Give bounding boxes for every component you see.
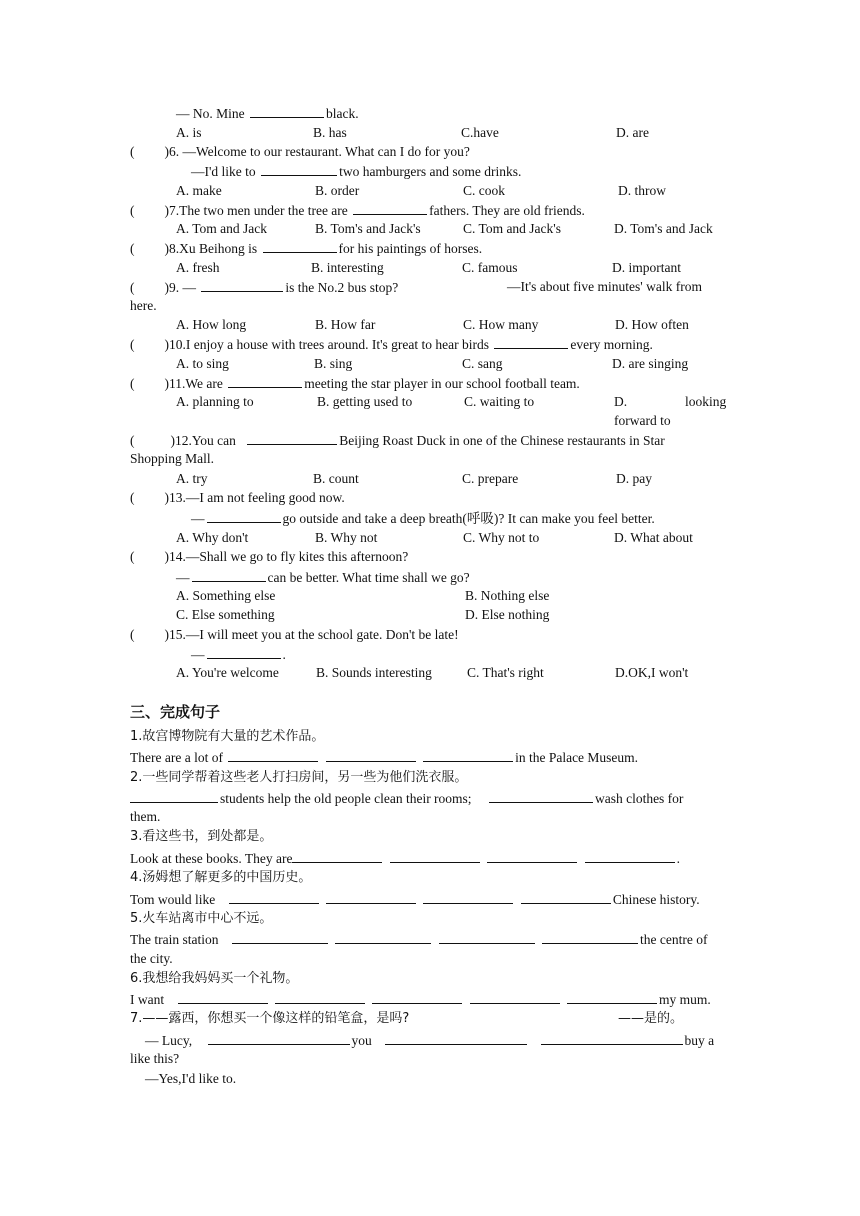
q11-option-d-word: looking <box>685 394 727 409</box>
s5-blank-2[interactable] <box>335 931 431 944</box>
q13-line2: — go outside and take a deep breath(呼吸)? It can make you feel better. <box>191 511 655 526</box>
s2-blank-2[interactable] <box>489 790 593 803</box>
s6-blank-4[interactable] <box>470 991 560 1004</box>
q12-stem: ( )12.You can Beijing Roast Duck in one of the Chinese restaurants in Star <box>130 433 665 448</box>
q15-stem: ( )15.—I will meet you at the school gate. Don't be late! <box>130 627 459 642</box>
q8-stem: ( )8.Xu Beihong is for his paintings of horses. <box>130 241 483 256</box>
s3-chinese: 3.看这些书，到处都是。 <box>130 829 273 844</box>
q13-blank[interactable] <box>207 510 281 523</box>
q9-option-b: B. How far <box>315 317 376 332</box>
s5-continuation: the city. <box>130 951 173 966</box>
s7-answer: —Yes,I'd like to. <box>145 1071 237 1086</box>
q15-blank[interactable] <box>207 646 281 659</box>
s5-blank-1[interactable] <box>232 931 328 944</box>
s7-blank-1[interactable] <box>208 1032 350 1045</box>
q15-option-c: C. That's right <box>467 665 544 680</box>
s6-blank-5[interactable] <box>567 991 657 1004</box>
s3-blank-2[interactable] <box>390 850 480 863</box>
q7-blank[interactable] <box>353 202 427 215</box>
q12-option-d: D. pay <box>616 471 652 486</box>
q8-option-b: B. interesting <box>311 260 384 275</box>
q7-stem: ( )7.The two men under the tree are fathers. They are old friends. <box>130 203 585 218</box>
q5-option-d: D. are <box>616 125 649 140</box>
s7-blank-2[interactable] <box>385 1032 527 1045</box>
q10-blank[interactable] <box>494 336 568 349</box>
q11-blank[interactable] <box>228 375 302 388</box>
s7-continuation: like this? <box>130 1051 180 1066</box>
q10-option-a: A. to sing <box>176 356 229 371</box>
q10-stem: ( )10.I enjoy a house with trees around. It's great to hear birds every morning. <box>130 337 653 352</box>
q10-option-b: B. sing <box>314 356 353 371</box>
s2-english: students help the old people clean their rooms; wash clothes for <box>130 790 683 807</box>
q6-option-b: B. order <box>315 183 360 198</box>
q14-option-a: A. Something else <box>176 588 276 603</box>
q15-option-d: D.OK,I won't <box>615 665 689 680</box>
s5-blank-3[interactable] <box>439 931 535 944</box>
q6-option-d: D. throw <box>618 183 666 198</box>
q12-option-b: B. count <box>313 471 359 486</box>
s6-english: I want my mum. <box>130 992 711 1007</box>
s2-continuation: them. <box>130 809 161 824</box>
s5-english: The train station the centre of <box>130 932 708 947</box>
q9-blank[interactable] <box>201 279 283 292</box>
q8-option-c: C. famous <box>462 260 518 275</box>
section3-heading: 三、完成句子 <box>130 703 221 721</box>
s7-blank-3[interactable] <box>541 1032 683 1045</box>
q13-option-c: C. Why not to <box>463 530 540 545</box>
q13-option-a: A. Why don't <box>176 530 249 545</box>
q6-blank[interactable] <box>261 163 337 176</box>
q7-option-c: C. Tom and Jack's <box>463 221 561 236</box>
s7-chinese: 7.——露西，你想买一个像这样的铅笔盒，是吗? <box>130 1011 410 1026</box>
q13-stem: ( )13.—I am not feeling good now. <box>130 490 345 505</box>
q11-option-a: A. planning to <box>176 394 254 409</box>
q14-blank[interactable] <box>192 569 266 582</box>
q11-option-d-cont: forward to <box>614 413 671 428</box>
q9-option-c: C. How many <box>463 317 539 332</box>
s7-english: — Lucy, you buy a <box>145 1033 715 1048</box>
q12-option-c: C. prepare <box>462 471 519 486</box>
s4-blank-3[interactable] <box>423 891 513 904</box>
s3-english: Look at these books. They are . <box>130 851 680 866</box>
q8-blank[interactable] <box>263 240 337 253</box>
s4-blank-1[interactable] <box>229 891 319 904</box>
s3-blank-4[interactable] <box>585 850 675 863</box>
q8-option-a: A. fresh <box>176 260 220 275</box>
q6-line2: —I'd like to two hamburgers and some drinks. <box>191 164 522 179</box>
s1-blank-1[interactable] <box>228 749 318 762</box>
s4-chinese: 4.汤姆想了解更多的中国历史。 <box>130 870 312 885</box>
q15-option-a: A. You're welcome <box>176 665 279 680</box>
s2-chinese: 2.一些同学帮着这些老人打扫房间，另一些为他们洗衣服。 <box>130 770 468 785</box>
q9-continuation: here. <box>130 298 157 313</box>
q9-answer-text: —It's about five minutes' walk from <box>507 279 702 294</box>
q9-option-d: D. How often <box>615 317 689 332</box>
q9-stem: ( )9. — is the No.2 bus stop? <box>130 280 399 295</box>
q12-blank[interactable] <box>247 432 337 445</box>
q14-stem: ( )14.—Shall we go to fly kites this afternoon? <box>130 549 409 564</box>
s3-blank-1[interactable] <box>292 850 382 863</box>
q7-option-d: D. Tom's and Jack <box>614 221 713 236</box>
s1-blank-2[interactable] <box>326 749 416 762</box>
s7-chinese-answer: ——是的。 <box>618 1011 684 1026</box>
s1-blank-3[interactable] <box>423 749 513 762</box>
q5-answer-line: — No. Mine black. <box>176 106 359 121</box>
s5-chinese: 5.火车站离市中心不远。 <box>130 911 273 926</box>
q13-option-d: D. What about <box>614 530 693 545</box>
q13-option-b: B. Why not <box>315 530 378 545</box>
q11-option-b: B. getting used to <box>317 394 413 409</box>
q12-continuation: Shopping Mall. <box>130 451 215 466</box>
q5-option-b: B. has <box>313 125 347 140</box>
q15-option-b: B. Sounds interesting <box>316 665 432 680</box>
s5-blank-4[interactable] <box>542 931 638 944</box>
q11-stem: ( )11.We are meeting the star player in our school football team. <box>130 376 580 391</box>
s4-blank-4[interactable] <box>521 891 611 904</box>
q5-blank[interactable] <box>250 105 324 118</box>
q9-option-a: A. How long <box>176 317 247 332</box>
q14-line2: — can be better. What time shall we go? <box>176 570 470 585</box>
q12-option-a: A. try <box>176 471 208 486</box>
s1-english: There are a lot of in the Palace Museum. <box>130 750 639 765</box>
q6-option-c: C. cook <box>463 183 505 198</box>
q15-line2: — . <box>191 647 286 662</box>
q7-option-a: A. Tom and Jack <box>176 221 268 236</box>
q6-stem: ( )6. —Welcome to our restaurant. What can I do for you? <box>130 144 470 159</box>
q6-option-a: A. make <box>176 183 222 198</box>
q5-option-c: C.have <box>461 125 499 140</box>
q14-option-d: D. Else nothing <box>465 607 550 622</box>
q10-option-d: D. are singing <box>612 356 689 371</box>
s3-blank-3[interactable] <box>487 850 577 863</box>
s6-chinese: 6.我想给我妈妈买一个礼物。 <box>130 971 299 986</box>
q11-option-c: C. waiting to <box>464 394 535 409</box>
q10-option-c: C. sang <box>462 356 503 371</box>
s4-blank-2[interactable] <box>326 891 416 904</box>
s6-blank-1[interactable] <box>178 991 268 1004</box>
q14-option-b: B. Nothing else <box>465 588 550 603</box>
q5-option-a: A. is <box>176 125 202 140</box>
s1-chinese: 1.故宫博物院有大量的艺术作品。 <box>130 729 325 744</box>
q14-option-c: C. Else something <box>176 607 275 622</box>
s4-english: Tom would like Chinese history. <box>130 892 700 907</box>
s6-blank-2[interactable] <box>275 991 365 1004</box>
s2-blank-1[interactable] <box>130 790 218 803</box>
q7-option-b: B. Tom's and Jack's <box>315 221 421 236</box>
q11-option-d: D. <box>614 394 628 409</box>
q8-option-d: D. important <box>612 260 681 275</box>
s6-blank-3[interactable] <box>372 991 462 1004</box>
